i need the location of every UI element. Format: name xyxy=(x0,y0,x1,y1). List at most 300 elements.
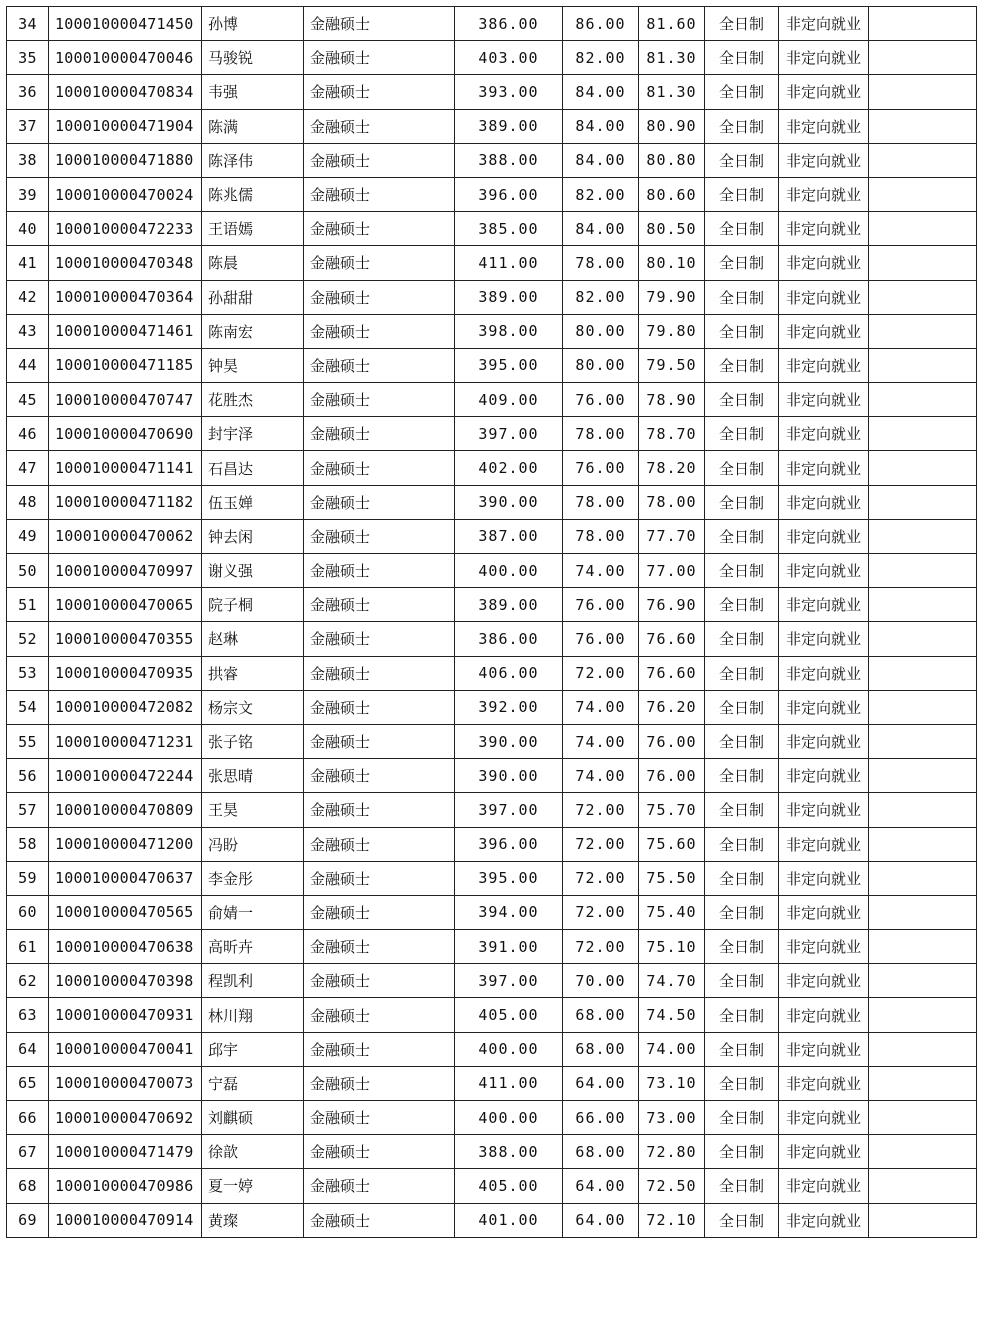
cell-major: 金融硕士 xyxy=(304,1169,455,1203)
cell-study-mode: 全日制 xyxy=(705,109,779,143)
cell-remarks xyxy=(869,759,977,793)
cell-serial-number: 35 xyxy=(7,41,49,75)
table-row xyxy=(7,1135,977,1169)
cell-remarks xyxy=(869,964,977,998)
cell-candidate-name: 张思晴 xyxy=(202,759,304,793)
cell-total-score: 75.70 xyxy=(639,793,705,827)
cell-total-score: 80.90 xyxy=(639,109,705,143)
cell-enrollment-type: 非定向就业 xyxy=(779,75,869,109)
cell-total-score: 75.50 xyxy=(639,861,705,895)
cell-enrollment-type: 非定向就业 xyxy=(779,1101,869,1135)
cell-remarks xyxy=(869,930,977,964)
cell-study-mode: 全日制 xyxy=(705,177,779,211)
table-row xyxy=(7,793,977,827)
cell-initial-score: 402.00 xyxy=(455,451,563,485)
table-row xyxy=(7,485,977,519)
cell-candidate-id: 100010000470914 xyxy=(49,1203,202,1237)
cell-enrollment-type: 非定向就业 xyxy=(779,212,869,246)
cell-enrollment-type: 非定向就业 xyxy=(779,41,869,75)
cell-candidate-id: 100010000470931 xyxy=(49,998,202,1032)
cell-study-mode: 全日制 xyxy=(705,383,779,417)
cell-remarks xyxy=(869,280,977,314)
cell-study-mode: 全日制 xyxy=(705,417,779,451)
cell-candidate-id: 100010000470062 xyxy=(49,519,202,553)
table-row xyxy=(7,41,977,75)
cell-enrollment-type: 非定向就业 xyxy=(779,827,869,861)
cell-initial-score: 390.00 xyxy=(455,759,563,793)
cell-serial-number: 48 xyxy=(7,485,49,519)
table-row xyxy=(7,895,977,929)
cell-initial-score: 385.00 xyxy=(455,212,563,246)
cell-study-mode: 全日制 xyxy=(705,793,779,827)
cell-serial-number: 54 xyxy=(7,690,49,724)
cell-initial-score: 395.00 xyxy=(455,861,563,895)
cell-candidate-id: 100010000470747 xyxy=(49,383,202,417)
cell-major: 金融硕士 xyxy=(304,348,455,382)
table-row xyxy=(7,451,977,485)
cell-enrollment-type: 非定向就业 xyxy=(779,109,869,143)
table-row xyxy=(7,656,977,690)
cell-major: 金融硕士 xyxy=(304,383,455,417)
cell-initial-score: 389.00 xyxy=(455,588,563,622)
cell-retest-score: 76.00 xyxy=(563,622,639,656)
cell-total-score: 77.00 xyxy=(639,554,705,588)
cell-candidate-id: 100010000471141 xyxy=(49,451,202,485)
cell-total-score: 74.70 xyxy=(639,964,705,998)
cell-major: 金融硕士 xyxy=(304,588,455,622)
cell-major: 金融硕士 xyxy=(304,1032,455,1066)
cell-candidate-id: 100010000471880 xyxy=(49,143,202,177)
cell-candidate-id: 100010000470355 xyxy=(49,622,202,656)
cell-total-score: 80.50 xyxy=(639,212,705,246)
cell-total-score: 81.60 xyxy=(639,7,705,41)
cell-candidate-id: 100010000470065 xyxy=(49,588,202,622)
cell-study-mode: 全日制 xyxy=(705,827,779,861)
cell-remarks xyxy=(869,588,977,622)
cell-candidate-id: 100010000470046 xyxy=(49,41,202,75)
cell-candidate-name: 黄璨 xyxy=(202,1203,304,1237)
cell-serial-number: 62 xyxy=(7,964,49,998)
cell-enrollment-type: 非定向就业 xyxy=(779,1066,869,1100)
cell-retest-score: 64.00 xyxy=(563,1169,639,1203)
cell-enrollment-type: 非定向就业 xyxy=(779,519,869,553)
cell-remarks xyxy=(869,451,977,485)
cell-major: 金融硕士 xyxy=(304,41,455,75)
cell-initial-score: 401.00 xyxy=(455,1203,563,1237)
cell-candidate-name: 伍玉婵 xyxy=(202,485,304,519)
cell-retest-score: 64.00 xyxy=(563,1203,639,1237)
cell-candidate-name: 林川翔 xyxy=(202,998,304,1032)
cell-candidate-id: 100010000470690 xyxy=(49,417,202,451)
cell-study-mode: 全日制 xyxy=(705,1101,779,1135)
table-row xyxy=(7,690,977,724)
cell-total-score: 81.30 xyxy=(639,41,705,75)
cell-initial-score: 389.00 xyxy=(455,280,563,314)
cell-initial-score: 405.00 xyxy=(455,1169,563,1203)
cell-total-score: 78.20 xyxy=(639,451,705,485)
cell-candidate-name: 张子铭 xyxy=(202,724,304,758)
cell-retest-score: 78.00 xyxy=(563,485,639,519)
cell-remarks xyxy=(869,75,977,109)
cell-candidate-name: 谢义强 xyxy=(202,554,304,588)
table-row xyxy=(7,1169,977,1203)
cell-remarks xyxy=(869,246,977,280)
cell-total-score: 75.10 xyxy=(639,930,705,964)
cell-remarks xyxy=(869,656,977,690)
table-row xyxy=(7,75,977,109)
cell-remarks xyxy=(869,1169,977,1203)
cell-retest-score: 70.00 xyxy=(563,964,639,998)
cell-enrollment-type: 非定向就业 xyxy=(779,280,869,314)
cell-study-mode: 全日制 xyxy=(705,246,779,280)
cell-study-mode: 全日制 xyxy=(705,314,779,348)
cell-initial-score: 411.00 xyxy=(455,246,563,280)
cell-remarks xyxy=(869,724,977,758)
cell-major: 金融硕士 xyxy=(304,7,455,41)
cell-study-mode: 全日制 xyxy=(705,588,779,622)
cell-initial-score: 409.00 xyxy=(455,383,563,417)
cell-retest-score: 74.00 xyxy=(563,690,639,724)
table-row xyxy=(7,622,977,656)
table-row xyxy=(7,998,977,1032)
cell-retest-score: 78.00 xyxy=(563,417,639,451)
cell-retest-score: 76.00 xyxy=(563,451,639,485)
cell-major: 金融硕士 xyxy=(304,827,455,861)
cell-initial-score: 392.00 xyxy=(455,690,563,724)
cell-initial-score: 403.00 xyxy=(455,41,563,75)
cell-candidate-id: 100010000470692 xyxy=(49,1101,202,1135)
table-row xyxy=(7,519,977,553)
cell-candidate-name: 陈泽伟 xyxy=(202,143,304,177)
cell-candidate-name: 孙甜甜 xyxy=(202,280,304,314)
table-row xyxy=(7,930,977,964)
cell-major: 金融硕士 xyxy=(304,930,455,964)
cell-candidate-name: 韦强 xyxy=(202,75,304,109)
cell-candidate-id: 100010000470398 xyxy=(49,964,202,998)
cell-serial-number: 65 xyxy=(7,1066,49,1100)
cell-remarks xyxy=(869,383,977,417)
cell-enrollment-type: 非定向就业 xyxy=(779,998,869,1032)
cell-study-mode: 全日制 xyxy=(705,212,779,246)
cell-serial-number: 59 xyxy=(7,861,49,895)
cell-major: 金融硕士 xyxy=(304,656,455,690)
cell-remarks xyxy=(869,1032,977,1066)
cell-study-mode: 全日制 xyxy=(705,930,779,964)
cell-enrollment-type: 非定向就业 xyxy=(779,759,869,793)
table-row xyxy=(7,177,977,211)
cell-study-mode: 全日制 xyxy=(705,554,779,588)
cell-remarks xyxy=(869,554,977,588)
cell-total-score: 76.00 xyxy=(639,724,705,758)
cell-candidate-id: 100010000470364 xyxy=(49,280,202,314)
cell-total-score: 76.20 xyxy=(639,690,705,724)
cell-retest-score: 78.00 xyxy=(563,519,639,553)
cell-study-mode: 全日制 xyxy=(705,41,779,75)
cell-remarks xyxy=(869,519,977,553)
cell-candidate-id: 100010000472082 xyxy=(49,690,202,724)
cell-serial-number: 69 xyxy=(7,1203,49,1237)
cell-initial-score: 397.00 xyxy=(455,793,563,827)
cell-major: 金融硕士 xyxy=(304,280,455,314)
cell-serial-number: 36 xyxy=(7,75,49,109)
admission-list-table xyxy=(6,6,977,1238)
cell-serial-number: 37 xyxy=(7,109,49,143)
cell-major: 金融硕士 xyxy=(304,75,455,109)
cell-enrollment-type: 非定向就业 xyxy=(779,656,869,690)
cell-serial-number: 55 xyxy=(7,724,49,758)
cell-candidate-name: 赵琳 xyxy=(202,622,304,656)
cell-retest-score: 80.00 xyxy=(563,348,639,382)
cell-major: 金融硕士 xyxy=(304,177,455,211)
cell-candidate-name: 杨宗文 xyxy=(202,690,304,724)
cell-total-score: 72.10 xyxy=(639,1203,705,1237)
cell-retest-score: 64.00 xyxy=(563,1066,639,1100)
cell-major: 金融硕士 xyxy=(304,109,455,143)
cell-initial-score: 387.00 xyxy=(455,519,563,553)
cell-study-mode: 全日制 xyxy=(705,724,779,758)
cell-remarks xyxy=(869,212,977,246)
cell-candidate-name: 拱睿 xyxy=(202,656,304,690)
cell-initial-score: 411.00 xyxy=(455,1066,563,1100)
table-row xyxy=(7,383,977,417)
cell-study-mode: 全日制 xyxy=(705,1135,779,1169)
cell-candidate-name: 马骏锐 xyxy=(202,41,304,75)
cell-candidate-id: 100010000471185 xyxy=(49,348,202,382)
cell-enrollment-type: 非定向就业 xyxy=(779,246,869,280)
cell-serial-number: 51 xyxy=(7,588,49,622)
cell-candidate-id: 100010000471450 xyxy=(49,7,202,41)
cell-remarks xyxy=(869,348,977,382)
cell-candidate-id: 100010000471461 xyxy=(49,314,202,348)
cell-study-mode: 全日制 xyxy=(705,519,779,553)
cell-candidate-id: 100010000471200 xyxy=(49,827,202,861)
cell-study-mode: 全日制 xyxy=(705,1203,779,1237)
cell-serial-number: 52 xyxy=(7,622,49,656)
cell-remarks xyxy=(869,177,977,211)
cell-major: 金融硕士 xyxy=(304,417,455,451)
table-row xyxy=(7,1203,977,1237)
cell-candidate-name: 孙博 xyxy=(202,7,304,41)
cell-candidate-id: 100010000470834 xyxy=(49,75,202,109)
cell-initial-score: 405.00 xyxy=(455,998,563,1032)
cell-candidate-id: 100010000470997 xyxy=(49,554,202,588)
cell-serial-number: 56 xyxy=(7,759,49,793)
table-row xyxy=(7,348,977,382)
cell-remarks xyxy=(869,314,977,348)
cell-enrollment-type: 非定向就业 xyxy=(779,7,869,41)
table-row xyxy=(7,588,977,622)
cell-major: 金融硕士 xyxy=(304,212,455,246)
cell-serial-number: 61 xyxy=(7,930,49,964)
cell-major: 金融硕士 xyxy=(304,1203,455,1237)
cell-candidate-id: 100010000470986 xyxy=(49,1169,202,1203)
cell-initial-score: 397.00 xyxy=(455,417,563,451)
cell-total-score: 76.90 xyxy=(639,588,705,622)
cell-total-score: 73.00 xyxy=(639,1101,705,1135)
cell-retest-score: 84.00 xyxy=(563,212,639,246)
cell-candidate-name: 夏一婷 xyxy=(202,1169,304,1203)
cell-serial-number: 38 xyxy=(7,143,49,177)
cell-total-score: 76.60 xyxy=(639,656,705,690)
cell-major: 金融硕士 xyxy=(304,895,455,929)
cell-serial-number: 44 xyxy=(7,348,49,382)
cell-total-score: 75.40 xyxy=(639,895,705,929)
table-row xyxy=(7,1101,977,1135)
cell-remarks xyxy=(869,861,977,895)
cell-major: 金融硕士 xyxy=(304,1066,455,1100)
cell-enrollment-type: 非定向就业 xyxy=(779,1169,869,1203)
cell-retest-score: 72.00 xyxy=(563,793,639,827)
cell-candidate-id: 100010000470565 xyxy=(49,895,202,929)
cell-major: 金融硕士 xyxy=(304,143,455,177)
cell-total-score: 79.50 xyxy=(639,348,705,382)
cell-enrollment-type: 非定向就业 xyxy=(779,417,869,451)
cell-total-score: 76.00 xyxy=(639,759,705,793)
cell-remarks xyxy=(869,143,977,177)
cell-initial-score: 406.00 xyxy=(455,656,563,690)
cell-major: 金融硕士 xyxy=(304,485,455,519)
cell-remarks xyxy=(869,895,977,929)
cell-retest-score: 76.00 xyxy=(563,383,639,417)
cell-initial-score: 393.00 xyxy=(455,75,563,109)
cell-candidate-id: 100010000471904 xyxy=(49,109,202,143)
cell-major: 金融硕士 xyxy=(304,1101,455,1135)
cell-initial-score: 388.00 xyxy=(455,1135,563,1169)
cell-retest-score: 68.00 xyxy=(563,1135,639,1169)
cell-major: 金融硕士 xyxy=(304,451,455,485)
cell-study-mode: 全日制 xyxy=(705,998,779,1032)
cell-enrollment-type: 非定向就业 xyxy=(779,861,869,895)
cell-serial-number: 64 xyxy=(7,1032,49,1066)
cell-candidate-id: 100010000471182 xyxy=(49,485,202,519)
cell-serial-number: 63 xyxy=(7,998,49,1032)
cell-retest-score: 76.00 xyxy=(563,588,639,622)
cell-candidate-name: 花胜杰 xyxy=(202,383,304,417)
cell-retest-score: 86.00 xyxy=(563,7,639,41)
cell-initial-score: 388.00 xyxy=(455,143,563,177)
table-row xyxy=(7,861,977,895)
cell-major: 金融硕士 xyxy=(304,793,455,827)
cell-remarks xyxy=(869,622,977,656)
cell-total-score: 76.60 xyxy=(639,622,705,656)
cell-serial-number: 66 xyxy=(7,1101,49,1135)
cell-candidate-id: 100010000470809 xyxy=(49,793,202,827)
cell-serial-number: 68 xyxy=(7,1169,49,1203)
cell-remarks xyxy=(869,1101,977,1135)
cell-candidate-name: 陈兆儒 xyxy=(202,177,304,211)
cell-candidate-name: 陈满 xyxy=(202,109,304,143)
cell-retest-score: 72.00 xyxy=(563,656,639,690)
cell-total-score: 77.70 xyxy=(639,519,705,553)
cell-enrollment-type: 非定向就业 xyxy=(779,895,869,929)
cell-serial-number: 50 xyxy=(7,554,49,588)
cell-study-mode: 全日制 xyxy=(705,451,779,485)
cell-candidate-id: 100010000470041 xyxy=(49,1032,202,1066)
cell-total-score: 72.50 xyxy=(639,1169,705,1203)
cell-major: 金融硕士 xyxy=(304,861,455,895)
cell-study-mode: 全日制 xyxy=(705,1032,779,1066)
cell-serial-number: 57 xyxy=(7,793,49,827)
cell-candidate-id: 100010000470638 xyxy=(49,930,202,964)
cell-study-mode: 全日制 xyxy=(705,964,779,998)
cell-serial-number: 45 xyxy=(7,383,49,417)
cell-candidate-name: 钟去闲 xyxy=(202,519,304,553)
cell-major: 金融硕士 xyxy=(304,690,455,724)
table-row xyxy=(7,280,977,314)
cell-candidate-name: 冯盼 xyxy=(202,827,304,861)
table-body xyxy=(7,7,977,1238)
cell-study-mode: 全日制 xyxy=(705,690,779,724)
cell-enrollment-type: 非定向就业 xyxy=(779,793,869,827)
cell-enrollment-type: 非定向就业 xyxy=(779,348,869,382)
table-row xyxy=(7,1032,977,1066)
cell-serial-number: 49 xyxy=(7,519,49,553)
cell-study-mode: 全日制 xyxy=(705,1066,779,1100)
cell-major: 金融硕士 xyxy=(304,724,455,758)
cell-candidate-id: 100010000470073 xyxy=(49,1066,202,1100)
cell-candidate-id: 100010000472233 xyxy=(49,212,202,246)
cell-total-score: 73.10 xyxy=(639,1066,705,1100)
cell-enrollment-type: 非定向就业 xyxy=(779,690,869,724)
cell-serial-number: 42 xyxy=(7,280,49,314)
cell-retest-score: 74.00 xyxy=(563,759,639,793)
cell-initial-score: 395.00 xyxy=(455,348,563,382)
table-row xyxy=(7,212,977,246)
cell-initial-score: 400.00 xyxy=(455,1032,563,1066)
cell-retest-score: 72.00 xyxy=(563,895,639,929)
cell-retest-score: 72.00 xyxy=(563,930,639,964)
cell-serial-number: 46 xyxy=(7,417,49,451)
cell-remarks xyxy=(869,1135,977,1169)
cell-total-score: 75.60 xyxy=(639,827,705,861)
cell-major: 金融硕士 xyxy=(304,759,455,793)
table-row xyxy=(7,759,977,793)
cell-retest-score: 72.00 xyxy=(563,827,639,861)
cell-serial-number: 40 xyxy=(7,212,49,246)
cell-enrollment-type: 非定向就业 xyxy=(779,485,869,519)
cell-total-score: 81.30 xyxy=(639,75,705,109)
cell-serial-number: 39 xyxy=(7,177,49,211)
cell-retest-score: 68.00 xyxy=(563,998,639,1032)
cell-remarks xyxy=(869,485,977,519)
cell-enrollment-type: 非定向就业 xyxy=(779,554,869,588)
cell-candidate-id: 100010000471479 xyxy=(49,1135,202,1169)
cell-major: 金融硕士 xyxy=(304,964,455,998)
cell-enrollment-type: 非定向就业 xyxy=(779,724,869,758)
table-row xyxy=(7,417,977,451)
cell-serial-number: 41 xyxy=(7,246,49,280)
cell-remarks xyxy=(869,827,977,861)
cell-total-score: 80.10 xyxy=(639,246,705,280)
cell-total-score: 78.90 xyxy=(639,383,705,417)
cell-remarks xyxy=(869,690,977,724)
cell-enrollment-type: 非定向就业 xyxy=(779,143,869,177)
cell-initial-score: 400.00 xyxy=(455,1101,563,1135)
cell-total-score: 74.00 xyxy=(639,1032,705,1066)
cell-study-mode: 全日制 xyxy=(705,280,779,314)
cell-remarks xyxy=(869,1066,977,1100)
cell-initial-score: 396.00 xyxy=(455,177,563,211)
cell-remarks xyxy=(869,793,977,827)
cell-retest-score: 72.00 xyxy=(563,861,639,895)
cell-retest-score: 82.00 xyxy=(563,280,639,314)
cell-initial-score: 390.00 xyxy=(455,485,563,519)
table-row xyxy=(7,1066,977,1100)
cell-initial-score: 389.00 xyxy=(455,109,563,143)
cell-enrollment-type: 非定向就业 xyxy=(779,622,869,656)
cell-candidate-name: 宁磊 xyxy=(202,1066,304,1100)
cell-enrollment-type: 非定向就业 xyxy=(779,383,869,417)
